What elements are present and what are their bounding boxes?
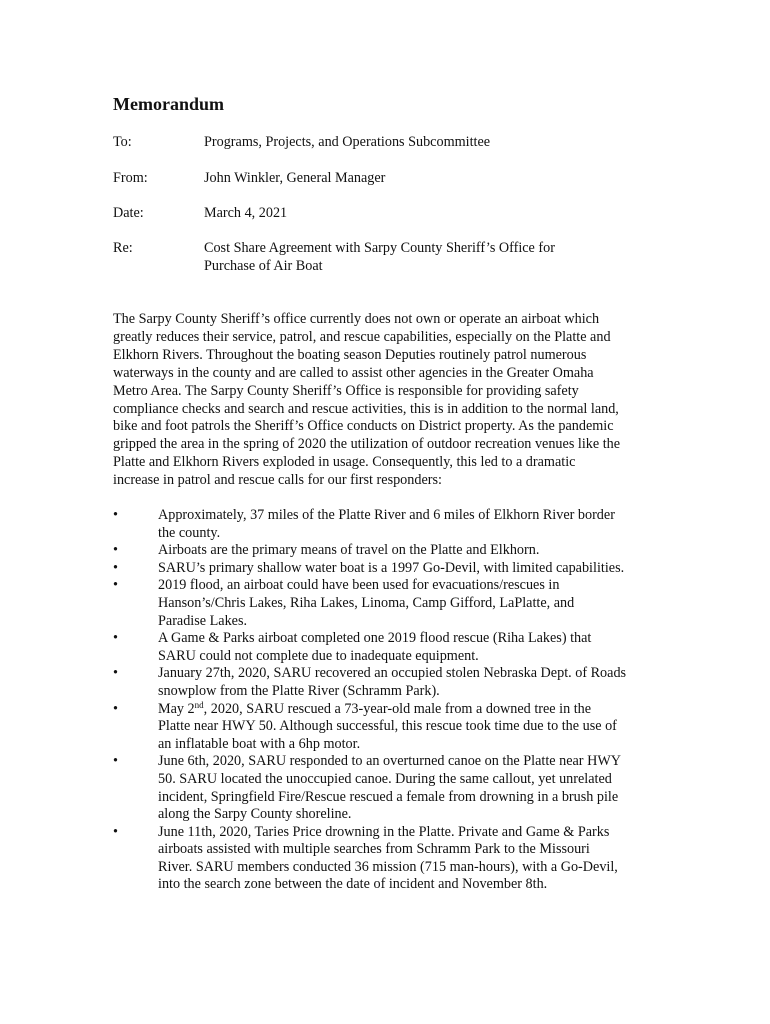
bullet-line xyxy=(158,701,673,719)
ordinal-suffix: nd xyxy=(194,699,204,710)
bullet-item xyxy=(113,753,673,823)
memo-title: Memorandum xyxy=(113,94,224,114)
bullet-line: Paradise Lakes. xyxy=(158,612,248,629)
bullet-icon: • xyxy=(113,559,118,576)
paragraph-line: bike and foot patrols the Sheriff’s Office conducts on District property. As the pandemic xyxy=(113,418,614,435)
bullet-line: airboats assisted with multiple searches from Schramm Park to the Missouri xyxy=(158,841,590,858)
re-line: Purchase of Air Boat xyxy=(204,258,323,274)
re-value xyxy=(204,239,624,275)
date-label: Date: xyxy=(113,205,144,221)
bullet-line: June 11th, 2020, Taries Price drowning in the Platte. Private and Game & Parks xyxy=(158,823,610,840)
bullet-item xyxy=(113,507,673,542)
from-label: From: xyxy=(113,170,148,186)
bullet-line: 2019 flood, an airboat could have been used for evacuations/rescues in xyxy=(158,577,560,594)
paragraph-line: greatly reduces their service, patrol, and rescue capabilities, especially on the Platte and xyxy=(113,328,611,345)
bullet-line: Approximately, 37 miles of the Platte River and 6 miles of Elkhorn River border xyxy=(158,507,615,523)
date-value: March 4, 2021 xyxy=(204,205,288,221)
paragraph-line: increase in patrol and rescue calls for our first responders: xyxy=(113,472,442,489)
to-value: Programs, Projects, and Operations Subcommittee xyxy=(204,134,491,150)
bullet-icon: • xyxy=(113,700,118,717)
bullet-line: the county. xyxy=(158,524,221,541)
paragraph-line: Platte and Elkhorn Rivers exploded in usage. Consequently, this led to a dramatic xyxy=(113,454,576,471)
body-paragraph xyxy=(113,311,673,490)
bullet-line: A Game & Parks airboat completed one 2019 flood rescue (Riha Lakes) that xyxy=(158,630,592,647)
bullet-line: into the search zone between the date of incident and November 8th. xyxy=(158,876,548,893)
paragraph-line: The Sarpy County Sheriff’s office currently does not own or operate an airboat which xyxy=(113,311,600,327)
from-value: John Winkler, General Manager xyxy=(204,170,386,186)
bullet-line: 50. SARU located the unoccupied canoe. During the same callout, yet unrelated xyxy=(158,770,612,787)
bullet-item xyxy=(113,542,673,560)
bullet-line: incident, Springfield Fire/Rescue rescued a female from drowning in a brush pile xyxy=(158,788,619,805)
bullet-icon: • xyxy=(113,630,118,647)
bullet-line: River. SARU members conducted 36 mission (715 man-hours), with a Go-Devil, xyxy=(158,858,618,875)
re-line: Cost Share Agreement with Sarpy County Sheriff’s Office for xyxy=(204,240,555,256)
re-label: Re: xyxy=(113,240,133,256)
bullet-line: June 6th, 2020, SARU responded to an overturned canoe on the Platte near HWY xyxy=(158,753,621,770)
date-prefix: May 2 xyxy=(158,700,195,717)
bullet-item xyxy=(113,824,673,894)
bullet-line: January 27th, 2020, SARU recovered an occupied stolen Nebraska Dept. of Roads xyxy=(158,665,627,682)
bullet-icon: • xyxy=(113,753,118,770)
bullet-line: Hanson’s/Chris Lakes, Riha Lakes, Linoma, Camp Gifford, LaPlatte, and xyxy=(158,594,575,611)
bullet-line: Airboats are the primary means of travel on the Platte and Elkhorn. xyxy=(158,542,540,559)
bullet-line: snowplow from the Platte River (Schramm Park). xyxy=(158,682,440,699)
bullet-item xyxy=(113,560,673,578)
bullet-item xyxy=(113,630,673,665)
bullet-icon: • xyxy=(113,665,118,682)
bullet-line: an inflatable boat with a 6hp motor. xyxy=(158,735,361,752)
bullet-item xyxy=(113,577,673,630)
bullet-line: SARU’s primary shallow water boat is a 1997 Go-Devil, with limited capabilities. xyxy=(158,559,625,576)
paragraph-line: gripped the area in the spring of 2020 the utilization of outdoor recreation venues like the xyxy=(113,436,621,453)
date-suffix: , 2020, SARU rescued a 73-year-old male from a downed tree in the xyxy=(203,700,592,717)
bullet-icon: • xyxy=(113,507,118,523)
bullet-line: along the Sarpy County shoreline. xyxy=(158,806,352,823)
paragraph-line: waterways in the county and are called to assist other agencies in the Greater Omaha xyxy=(113,364,594,381)
paragraph-line: Elkhorn Rivers. Throughout the boating season Deputies routinely patrol numerous xyxy=(113,346,587,363)
bullet-line: Platte near HWY 50. Although successful, this rescue took time due to the use of xyxy=(158,718,617,735)
incident-bullet-list xyxy=(113,507,673,894)
bullet-icon: • xyxy=(113,577,118,594)
bullet-item xyxy=(113,665,673,700)
paragraph-line: Metro Area. The Sarpy County Sheriff’s Office is responsible for providing safety xyxy=(113,382,579,399)
bullet-line: SARU could not complete due to inadequate equipment. xyxy=(158,647,479,664)
bullet-item xyxy=(113,701,673,754)
bullet-icon: • xyxy=(113,823,118,840)
bullet-icon: • xyxy=(113,542,118,559)
to-label: To: xyxy=(113,134,132,150)
paragraph-line: compliance checks and search and rescue activities, this is in addition to the normal land, xyxy=(113,400,619,417)
